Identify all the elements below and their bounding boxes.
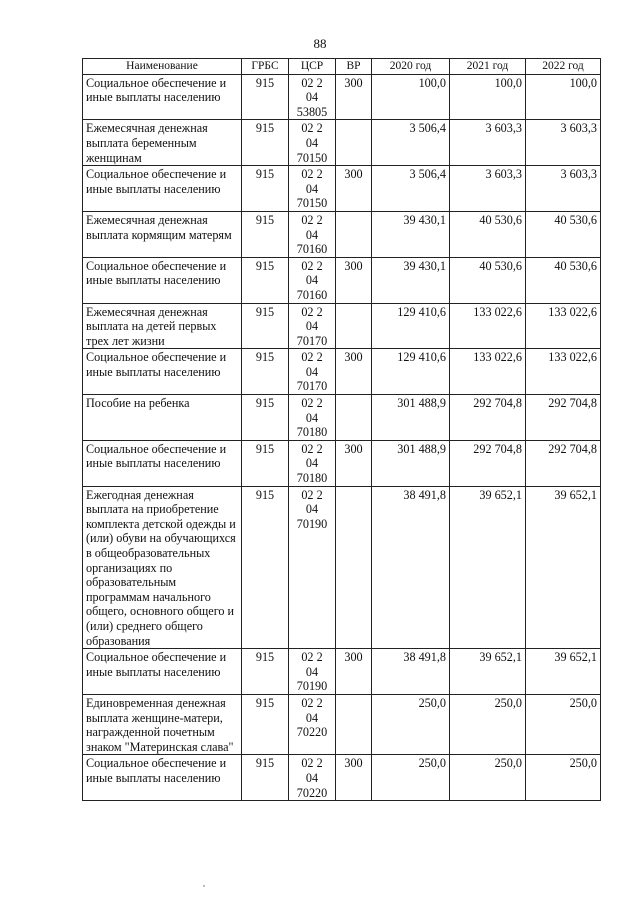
scan-dot [203, 885, 205, 887]
row-2020-value: 38 491,8 [372, 486, 450, 649]
header-2022: 2022 год [526, 59, 601, 75]
row-grbs: 915 [242, 74, 289, 120]
row-2022-value: 133 022,6 [526, 303, 601, 349]
row-grbs: 915 [242, 486, 289, 649]
row-vr [336, 303, 372, 349]
row-name: Социальное обеспечение и иные выплаты населению [83, 649, 242, 695]
row-vr [336, 120, 372, 166]
row-2021-value: 250,0 [450, 755, 526, 801]
table-row [83, 755, 601, 801]
row-2022-value: 39 652,1 [526, 649, 601, 695]
row-2020-value: 39 430,1 [372, 211, 450, 257]
row-name: Ежемесячная денежная выплата беременным женщинам [83, 120, 242, 166]
row-2022-value: 3 603,3 [526, 166, 601, 212]
row-2022-value: 40 530,6 [526, 211, 601, 257]
row-2021-value: 133 022,6 [450, 349, 526, 395]
row-2020-value: 3 506,4 [372, 166, 450, 212]
header-name: Наименование [83, 59, 242, 75]
table-body [83, 74, 601, 801]
table-row [83, 303, 601, 349]
row-name: Социальное обеспечение и иные выплаты населению [83, 349, 242, 395]
row-grbs: 915 [242, 349, 289, 395]
row-2021-value: 100,0 [450, 74, 526, 120]
row-csr: 02 2 04 70190 [289, 486, 336, 649]
row-csr: 02 2 04 70180 [289, 440, 336, 486]
table-row [83, 120, 601, 166]
row-2022-value: 250,0 [526, 755, 601, 801]
row-grbs: 915 [242, 440, 289, 486]
row-grbs: 915 [242, 649, 289, 695]
page-number: 88 [313, 36, 327, 51]
row-grbs: 915 [242, 694, 289, 754]
row-name: Социальное обеспечение и иные выплаты населению [83, 166, 242, 212]
row-2020-value: 129 410,6 [372, 349, 450, 395]
row-vr: 300 [336, 166, 372, 212]
row-2020-value: 3 506,4 [372, 120, 450, 166]
row-2022-value: 3 603,3 [526, 120, 601, 166]
row-2021-value: 3 603,3 [450, 120, 526, 166]
header-vr: ВР [336, 59, 372, 75]
row-2020-value: 129 410,6 [372, 303, 450, 349]
row-vr [336, 486, 372, 649]
row-2022-value: 39 652,1 [526, 486, 601, 649]
row-csr: 02 2 04 70180 [289, 395, 336, 441]
row-vr: 300 [336, 755, 372, 801]
row-2022-value: 100,0 [526, 74, 601, 120]
row-csr: 02 2 04 53805 [289, 74, 336, 120]
row-csr: 02 2 04 70190 [289, 649, 336, 695]
table-row [83, 486, 601, 649]
row-name: Ежемесячная денежная выплата на детей первых трех лет жизни [83, 303, 242, 349]
row-name: Социальное обеспечение и иные выплаты населению [83, 755, 242, 801]
row-csr: 02 2 04 70170 [289, 303, 336, 349]
row-grbs: 915 [242, 303, 289, 349]
row-2022-value: 133 022,6 [526, 349, 601, 395]
table-row [83, 349, 601, 395]
row-2021-value: 40 530,6 [450, 257, 526, 303]
row-2022-value: 250,0 [526, 694, 601, 754]
row-2022-value: 40 530,6 [526, 257, 601, 303]
row-vr: 300 [336, 74, 372, 120]
table-row [83, 395, 601, 441]
row-name: Ежегодная денежная выплата на приобретение комплекта детской одежды и (или) обуви на обучающихся в общеобразовательных организациях по образовательным программам начального общего, основного общего и (или) среднего общего образования [83, 486, 242, 649]
row-2020-value: 39 430,1 [372, 257, 450, 303]
row-grbs: 915 [242, 755, 289, 801]
row-vr [336, 211, 372, 257]
header-2020: 2020 год [372, 59, 450, 75]
row-name: Социальное обеспечение и иные выплаты населению [83, 257, 242, 303]
row-2021-value: 250,0 [450, 694, 526, 754]
table-row [83, 166, 601, 212]
row-grbs: 915 [242, 395, 289, 441]
row-2020-value: 250,0 [372, 755, 450, 801]
row-2021-value: 292 704,8 [450, 440, 526, 486]
row-name: Единовременная денежная выплата женщине-матери, награжденной почетным знаком "Материнская слава" [83, 694, 242, 754]
row-2020-value: 301 488,9 [372, 395, 450, 441]
row-vr: 300 [336, 440, 372, 486]
table-row [83, 257, 601, 303]
row-csr: 02 2 04 70150 [289, 166, 336, 212]
row-2022-value: 292 704,8 [526, 395, 601, 441]
row-name: Ежемесячная денежная выплата кормящим матерям [83, 211, 242, 257]
table-row [83, 74, 601, 120]
header-grbs: ГРБС [242, 59, 289, 75]
row-vr: 300 [336, 649, 372, 695]
row-vr [336, 694, 372, 754]
table-header-row [83, 59, 601, 75]
row-name: Социальное обеспечение и иные выплаты населению [83, 440, 242, 486]
row-2020-value: 250,0 [372, 694, 450, 754]
row-2020-value: 100,0 [372, 74, 450, 120]
row-2021-value: 3 603,3 [450, 166, 526, 212]
row-2021-value: 39 652,1 [450, 486, 526, 649]
row-csr: 02 2 04 70220 [289, 755, 336, 801]
table-row [83, 694, 601, 754]
row-grbs: 915 [242, 257, 289, 303]
row-2020-value: 301 488,9 [372, 440, 450, 486]
row-2021-value: 40 530,6 [450, 211, 526, 257]
row-vr: 300 [336, 349, 372, 395]
table-row [83, 440, 601, 486]
row-grbs: 915 [242, 120, 289, 166]
header-csr: ЦСР [289, 59, 336, 75]
budget-table [82, 58, 601, 801]
row-name: Пособие на ребенка [83, 395, 242, 441]
table-row [83, 211, 601, 257]
row-grbs: 915 [242, 166, 289, 212]
row-csr: 02 2 04 70150 [289, 120, 336, 166]
row-2021-value: 133 022,6 [450, 303, 526, 349]
row-2021-value: 292 704,8 [450, 395, 526, 441]
header-2021: 2021 год [450, 59, 526, 75]
row-csr: 02 2 04 70160 [289, 211, 336, 257]
row-vr: 300 [336, 257, 372, 303]
row-grbs: 915 [242, 211, 289, 257]
row-2020-value: 38 491,8 [372, 649, 450, 695]
row-csr: 02 2 04 70220 [289, 694, 336, 754]
row-name: Социальное обеспечение и иные выплаты населению [83, 74, 242, 120]
row-csr: 02 2 04 70160 [289, 257, 336, 303]
row-csr: 02 2 04 70170 [289, 349, 336, 395]
row-2022-value: 292 704,8 [526, 440, 601, 486]
table-row [83, 649, 601, 695]
row-2021-value: 39 652,1 [450, 649, 526, 695]
row-vr [336, 395, 372, 441]
